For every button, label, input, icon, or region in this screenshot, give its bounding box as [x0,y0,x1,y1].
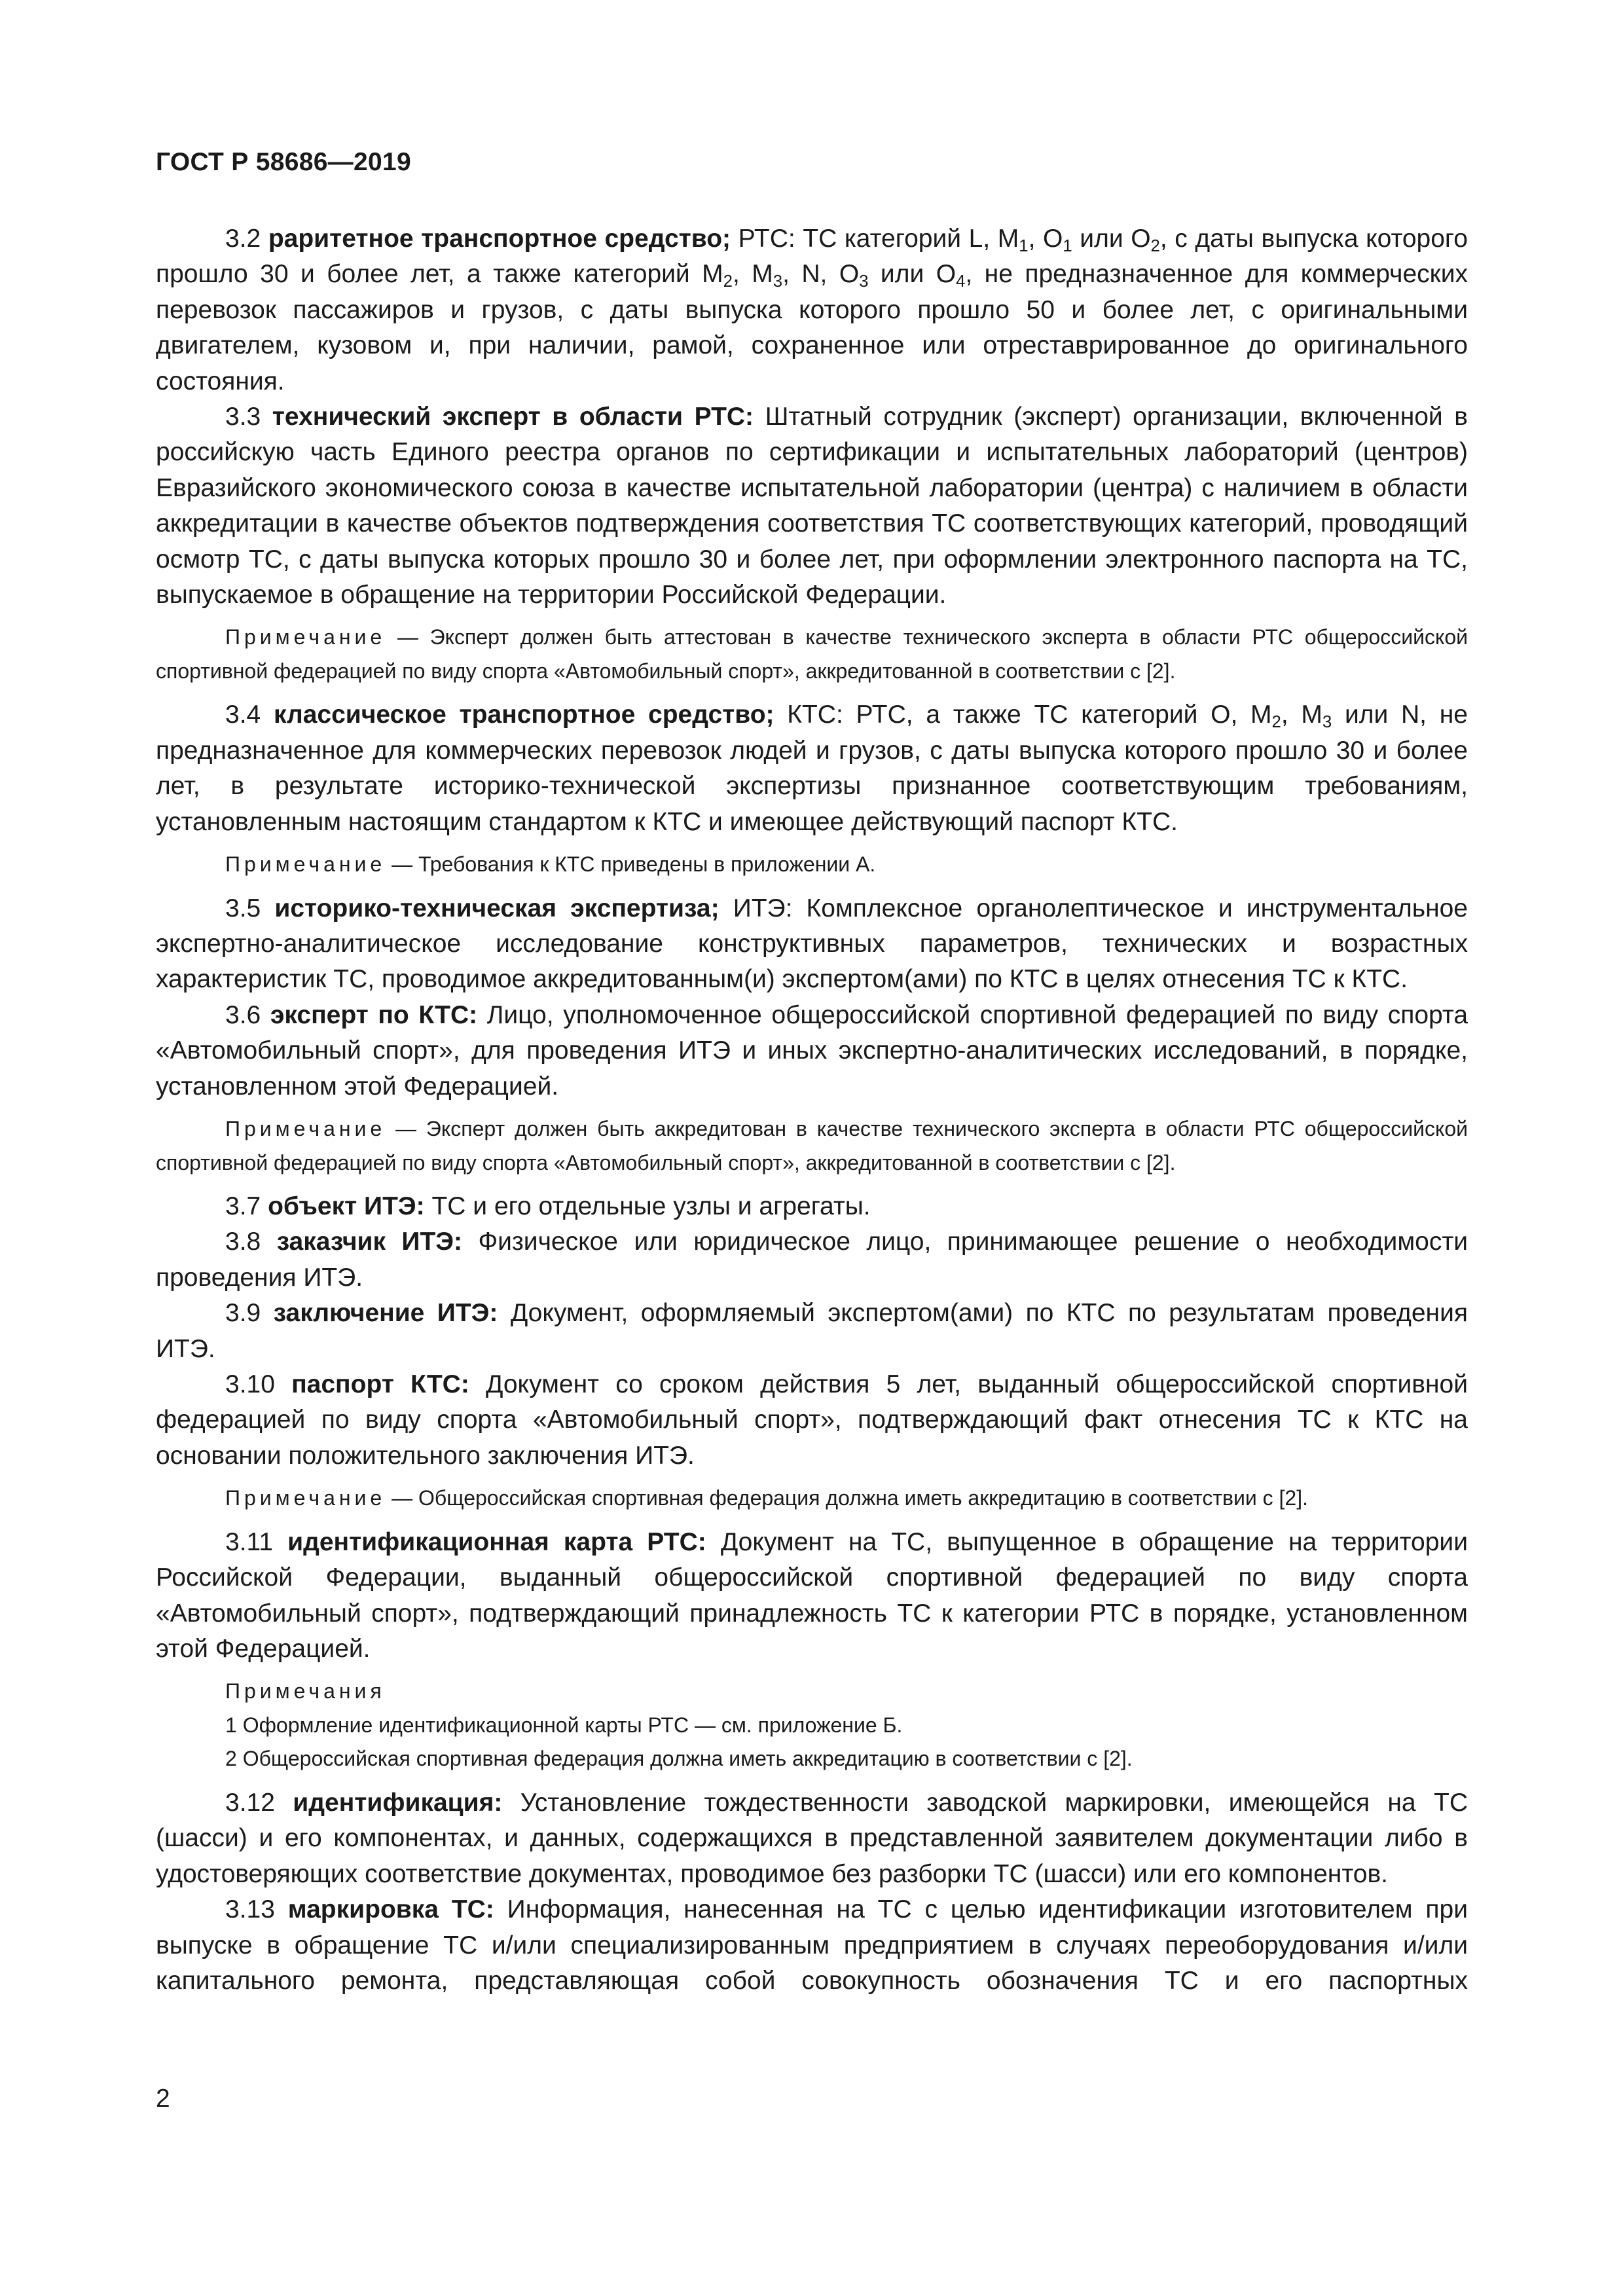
term-3-7: 3.7 объект ИТЭ: ТС и его отдельные узлы и агрегаты. [225,1192,871,1221]
term-3-10: 3.10 паспорт КТС: Документ со сроком действия 5 лет, выданный общероссийской спортивной федерацией по виду спорта «Автомобильный спорт», подтверждающий факт отнесения ТС к КТС на основании положительного заключения ИТЭ. [156,1370,1468,1470]
term-3-9: 3.9 заключение ИТЭ: Документ, оформляемый экспертом(ами) по КТС по результатам проведения ИТЭ. [156,1299,1468,1363]
notes-3-11 [156,1675,1468,1776]
term-3-6: 3.6 эксперт по КТС: Лицо, уполномоченное общероссийской спортивной федерацией по виду спорта «Автомобильный спорт», для проведения ИТЭ и иных экспертно-аналитических исследований, в порядке, установленном этой Федерацией. [156,1000,1468,1101]
term-3-5: 3.5 историко-техническая экспертиза; ИТЭ: Комплексное органолептическое и инструментальное экспертно-аналитическое исследование конструктивных параметров, технических и возрастных характеристик ТС, проводимое аккредитованным(и) экспертом(ами) по КТС в целях отнесения ТС к КТС. [156,894,1468,994]
term-3-3: 3.3 технический эксперт в области РТС: Штатный сотрудник (эксперт) организации, включенной в российскую часть Единого реестра органов по сертификации и испытательных лабораторий (центров) Евразийского экономического союза в качестве испытательной лаборатории (центра) с наличием в области аккредитации в качестве объектов подтверждения соответствия ТС соответствующих категорий, проводящий осмотр ТС, с даты выпуска которых прошло 30 и более лет, при оформлении электронного паспорта на ТС, выпускаемое в обращение на территории Российской Федерации. [156,403,1468,610]
term-3-8: 3.8 заказчик ИТЭ: Физическое или юридическое лицо, принимающее решение о необходимости проведения ИТЭ. [156,1228,1468,1292]
notes-3-11-item-2: 2 Общероссийская спортивная федерация должна иметь аккредитацию в соответствии с [2]. [225,1747,1133,1771]
term-3-13: 3.13 маркировка ТС: Информация, нанесенная на ТС с целью идентификации изготовителем при выпуске в обращение ТС и/или специализированным предприятием в случаях переоборудования и/или капитального ремонта, представляющая собой совокупность обозначения ТС и его паспортных [156,1895,1468,1995]
note-3-4: Примечание — Требования к КТС приведены в приложении А. [225,852,876,877]
note-3-10: Примечание — Общероссийская спортивная федерация должна иметь аккредитацию в соответствии с [2]. [225,1486,1308,1510]
note-3-6: Примечание — Эксперт должен быть аккредитован в качестве технического эксперта в области РТС общероссийской спортивной федерацией по виду спорта «Автомобильный спорт», аккредитованной в соответствии с [2]. [156,1117,1468,1175]
note-3-3: Примечание — Эксперт должен быть аттестован в качестве технического эксперта в области РТС общероссийской спортивной федерацией по виду спорта «Автомобильный спорт», аккредитованной в соответствии с [2]. [156,625,1468,683]
document-body [156,221,1468,1999]
term-3-2: 3.2 раритетное транспортное средство; РТС: ТС категорий L, $M_1$, $O_1$ или $O_2$, с даты выпуска которого прошло 30 и более лет, а также категорий $M_2$, $M_3$, N, $O_3$ или $O_4$, не предназначенное для коммерческих перевозок пассажиров и грузов, с даты выпуска которого прошло 50 и более лет, с оригинальными двигателем, кузовом и, при наличии, рамой, сохраненное или отреставрированное до оригинального состояния. [156,225,1468,395]
document-header: ГОСТ Р 58686—2019 [156,148,411,176]
term-3-4: 3.4 классическое транспортное средство; КТС: РТС, а также ТС категорий O, $M_2$, $M_3$ или N, не предназначенное для коммерческих перевозок людей и грузов, с даты выпуска которого прошло 30 и более лет, в результате историко-технической экспертизы признанное соответствующим требованиям, установленным настоящим стандартом к КТС и имеющее действующий паспорт КТС. [156,701,1468,836]
notes-3-11-label: Примечания [225,1679,386,1704]
term-3-11: 3.11 идентификационная карта РТС: Документ на ТС, выпущенное в обращение на территории Российской Федерации, выданный общероссийской спортивной федерацией по виду спорта «Автомобильный спорт», подтверждающий принадлежность ТС к категории РТС в порядке, установленном этой Федерацией. [156,1527,1468,1663]
page-number: 2 [156,2085,170,2113]
notes-3-11-item-1: 1 Оформление идентификационной карты РТС — см. приложение Б. [225,1713,903,1737]
term-3-12: 3.12 идентификация: Установление тождественности заводской маркировки, имеющейся на ТС (шасси) и его компонентах, и данных, содержащихся в представленной заявителем документации либо в удостоверяющих соответствие документах, проводимое без разборки ТС (шасси) или его компонентов. [156,1788,1468,1888]
